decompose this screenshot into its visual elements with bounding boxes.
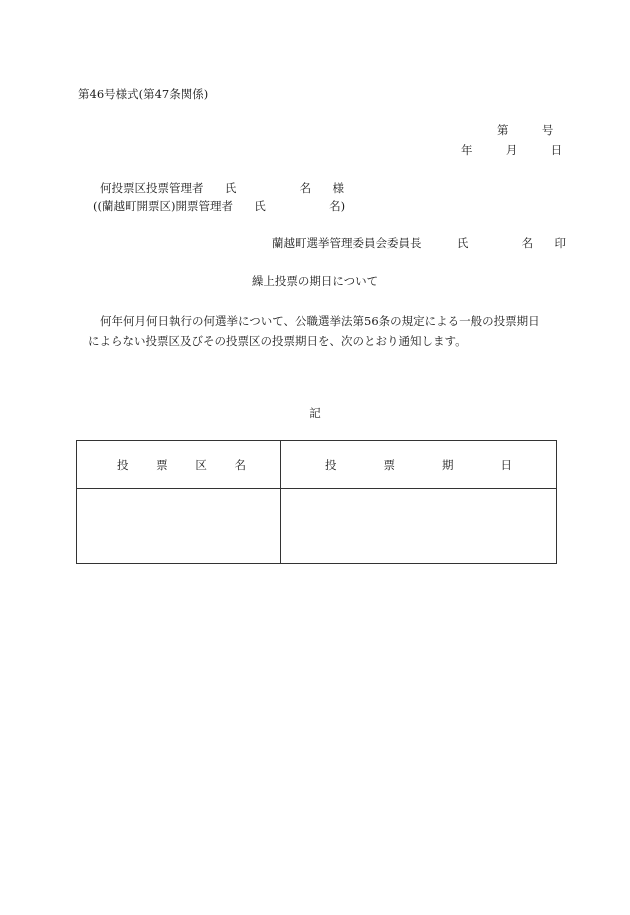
sender-title: 蘭越町選挙管理委員会委員長 [272,236,422,250]
addressee2-title: ((蘭越町開票区)開票管理者 [93,199,233,213]
addressee-shi: 氏 [224,181,237,195]
addressee-sama: 様 [332,181,344,195]
ki-heading: 記 [309,406,321,420]
header-polling-date [281,441,557,489]
date-month: 月 [505,143,518,157]
sender-seal: 印 [554,236,566,250]
body-line-1: 何年何月何日執行の何選挙について、公職選挙法第56条の規定による一般の投票期日 [100,314,540,328]
addressee-title: 何投票区投票管理者 [100,181,204,195]
header-char: 日 [500,457,512,472]
addressee-mei: 名 [299,181,312,195]
table-row [77,489,557,564]
header-char: 区 [195,457,207,472]
header-char: 票 [156,457,168,472]
addressee2-mei: 名) [329,199,346,213]
polling-schedule-table [76,440,557,564]
addressee-line-1 [100,180,344,196]
addressee-line-2 [93,198,345,214]
header-char: 期 [442,457,454,472]
number-prefix: 第 [497,123,509,137]
date-year: 年 [461,143,473,157]
header-char: 票 [383,457,395,472]
addressee2-shi: 氏 [254,199,266,213]
cell-polling-district [77,489,281,564]
table-header-row [77,441,557,489]
document-title: 繰上投票の期日について [251,274,379,288]
header-char: 名 [234,457,246,472]
document-number-line [497,122,553,138]
number-suffix: 号 [541,123,554,137]
cell-polling-date [281,489,557,564]
header-char: 投 [325,457,337,472]
form-number: 第46号様式(第47条関係) [78,87,209,101]
sender-line [272,235,566,251]
sender-shi: 氏 [456,236,469,250]
header-polling-district [77,441,281,489]
sender-mei: 名 [521,236,534,250]
date-line [461,142,562,158]
body-text [88,311,568,351]
date-day: 日 [550,143,563,157]
body-line-2: によらない投票区及びその投票区の投票期日を、次のとおり通知します。 [88,334,467,348]
header-char: 投 [117,457,129,472]
